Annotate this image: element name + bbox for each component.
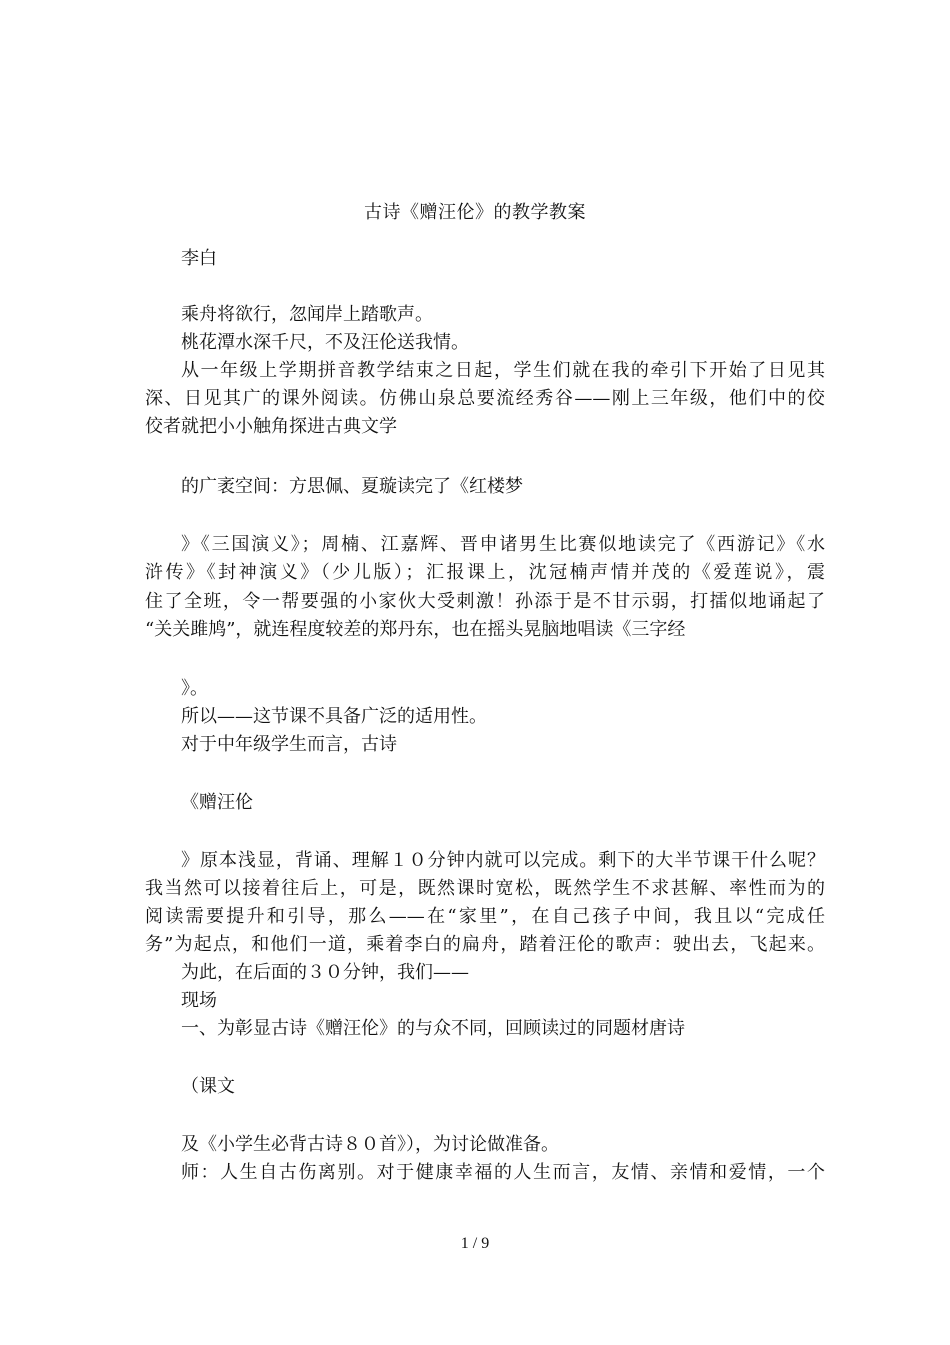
paragraph-line: 及《小学生必背古诗８０首》），为讨论做准备。	[181, 1134, 559, 1155]
paragraph-line: 《赠汪伦	[181, 792, 253, 813]
paragraph-line: （课文	[181, 1076, 235, 1097]
section-heading: 一、为彰显古诗《赠汪伦》的与众不同，回顾读过的同题材唐诗	[181, 1018, 685, 1039]
paragraph-line: 我当然可以接着往后上，可是，既然课时宽松，既然学生不求甚解、率性而为的	[145, 878, 825, 899]
paragraph-line: 住了全班，令一帮要强的小家伙大受刺激！孙添于是不甘示弱，打擂似地诵起了	[145, 591, 825, 612]
paragraph-line: 务”为起点，和他们一道，乘着李白的扁舟，踏着汪伦的歌声：驶出去，飞起来。	[145, 934, 825, 955]
paragraph-line: 浒传》《封神演义》（少儿版）；汇报课上，沈冠楠声情并茂的《爱莲说》，震	[145, 562, 825, 583]
paragraph-line: 》。	[181, 678, 208, 699]
author-line: 李白	[181, 248, 217, 269]
paragraph-line: 所以——这节课不具备广泛的适用性。	[181, 706, 487, 727]
paragraph-line: 》原本浅显，背诵、理解１０分钟内就可以完成。剩下的大半节课干什么呢？	[181, 850, 825, 871]
paragraph-line: 深、日见其广的课外阅读。仿佛山泉总要流经秀谷——刚上三年级，他们中的佼	[145, 388, 825, 409]
paragraph-line: “关关雎鸠”，就连程度较差的郑丹东，也在摇头晃脑地唱读《三字经	[145, 619, 686, 640]
paragraph-line: 对于中年级学生而言，古诗	[181, 734, 397, 755]
paragraph-line: 从一年级上学期拼音教学结束之日起，学生们就在我的牵引下开始了日见其	[181, 360, 825, 381]
paragraph-line: 》《三国演义》；周楠、江嘉辉、晋申诸男生比赛似地读完了《西游记》《水	[181, 534, 825, 555]
section-label: 现场	[181, 990, 217, 1011]
paragraph-line: 师：人生自古伤离别。对于健康幸福的人生而言，友情、亲情和爱情，一个	[181, 1162, 825, 1183]
poem-line-2: 桃花潭水深千尺，不及汪伦送我情。	[181, 332, 469, 353]
poem-line-1: 乘舟将欲行，忽闻岸上踏歌声。	[181, 304, 433, 325]
document-title: 古诗《赠汪伦》的教学教案	[364, 202, 586, 223]
paragraph-line: 为此，在后面的３０分钟，我们——	[181, 962, 469, 983]
paragraph-line: 佼者就把小小触角探进古典文学	[145, 416, 397, 437]
page-number: 1 / 9	[460, 1235, 490, 1252]
paragraph-line: 阅读需要提升和引导，那么——在“家里”，在自己孩子中间，我且以“完成任	[145, 906, 825, 927]
paragraph-line: 的广袤空间：方思佩、夏璇读完了《红楼梦	[181, 476, 523, 497]
